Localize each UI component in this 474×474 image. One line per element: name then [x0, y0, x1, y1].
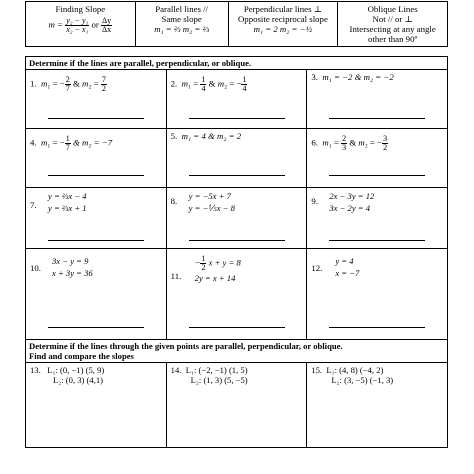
problem-10: [26, 249, 167, 340]
problem-9: [307, 188, 448, 249]
problem-4-m2: & m₂ = −7: [72, 137, 113, 148]
oblique-line4: other than 90º: [368, 34, 418, 44]
problem-6: 6. m₁ = $\frac{2}{3}$ & m₂ = − $\frac{3}{2}$: [307, 129, 448, 188]
problem-10-eq2: x + 3y = 36: [52, 268, 93, 278]
problem-7: [26, 188, 167, 249]
section2-header-line2: Find and compare the slopes: [29, 351, 134, 361]
problem-8: [166, 188, 307, 249]
answer-line-7[interactable]: [48, 240, 144, 241]
slope-formula: m = $\frac{\text{y₂ − y₁}}{\text{x₂ − x₁}}$ or $\frac{\Delta y}{\Delta x}$: [48, 16, 112, 34]
worksheet-table: [25, 56, 448, 448]
problem-5-number: 5.: [170, 131, 178, 141]
problem-9-eq2: 3x − 2y = 4: [329, 203, 371, 213]
problem-10-eq1: 3x − y = 9: [52, 256, 89, 266]
problem-11-eq1: x + y = 8: [208, 257, 241, 268]
section1-header: Determine if the lines are parallel, perpendicular, or oblique.: [26, 57, 448, 70]
problem-13: [26, 363, 167, 448]
problem-15-line1: L₁: (4, 8) (−4, 2): [326, 365, 384, 375]
problem-14: [166, 363, 307, 448]
answer-line-11[interactable]: [189, 327, 285, 328]
perpendicular-cell: [228, 2, 338, 47]
answer-line-8[interactable]: [189, 240, 285, 241]
problem-7-number: 7.: [30, 200, 37, 210]
problem-11-eq2: 2y = x + 14: [194, 273, 236, 283]
oblique-title: Oblique Lines: [367, 4, 418, 14]
problem-2-number: 2.: [170, 78, 178, 89]
problem-12: [307, 249, 448, 340]
problem-1-number: 1.: [30, 78, 37, 89]
problem-14-line1: L₁: (−2, −1) (1, 5): [185, 365, 248, 375]
problem-1: 1. m₁ = − $\frac{2}{7}$ & m₂ = $\frac{7}{2}$: [26, 70, 167, 129]
problem-15: [307, 363, 448, 448]
perpendicular-example: m₁ = 2 m₂ = −½: [253, 24, 313, 34]
parallel-title: Parallel lines //: [155, 4, 209, 14]
parallel-example: m₁ = ⅔ m₂ = ⅔: [154, 24, 210, 34]
problem-3-text: m₁ = −2 & m₂ = −2: [322, 72, 394, 82]
problem-7-eq1: y = ⅔x − 4: [48, 191, 87, 201]
slope-or: or: [91, 19, 99, 30]
slope-cell: [26, 2, 136, 47]
problem-13-line1: L₁: (0, −1) (5, 9): [47, 365, 105, 375]
problem-12-eq1: y = 4: [335, 256, 354, 266]
problem-14-number: 14.: [170, 365, 182, 375]
answer-line-9[interactable]: [329, 240, 425, 241]
problem-8-number: 8.: [170, 196, 178, 206]
perpendicular-subtitle: Opposite reciprocal slope: [237, 14, 328, 24]
answer-line-2[interactable]: [189, 118, 285, 119]
answer-line-10[interactable]: [48, 327, 144, 328]
section2-header-line1: Determine if the lines through the given points are parallel, perpendicular, or oblique.: [29, 341, 343, 351]
problem-15-line2: L₂: (3, −5) (−1, 3): [331, 375, 394, 385]
parallel-subtitle: Same slope: [161, 14, 202, 24]
problem-15-number: 15.: [311, 365, 323, 375]
problem-8-eq2: y = −⅕x − 8: [188, 203, 235, 213]
answer-line-12[interactable]: [329, 327, 425, 328]
problem-4: 4. m₁ = − $\frac{1}{7}$ & m₂ = −7: [26, 129, 167, 188]
answer-line-5[interactable]: [189, 175, 285, 176]
parallel-cell: [135, 2, 228, 47]
problem-3-number: 3.: [311, 72, 318, 82]
problem-2: 2. m₁ = $\frac{1}{4}$ & m₂ = − $\frac{1}{4}$: [166, 70, 307, 129]
problem-11-number: 11.: [170, 271, 182, 281]
slope-title: Finding Slope: [55, 4, 106, 14]
oblique-line2: Not // or ⊥: [372, 14, 413, 24]
oblique-cell: [338, 2, 448, 47]
answer-line-1[interactable]: [48, 118, 144, 119]
answer-line-4[interactable]: [48, 175, 144, 176]
problem-5-text: m₁ = 4 & m₂ = 2: [181, 131, 242, 141]
reference-table: [25, 1, 448, 47]
problem-10-number: 10.: [30, 263, 41, 273]
problem-12-number: 12.: [311, 263, 323, 273]
answer-line-3[interactable]: [329, 118, 425, 119]
oblique-line3: Intersecting at any angle: [349, 24, 436, 34]
problem-4-number: 4.: [30, 137, 37, 148]
problem-7-eq2: y = ⅔x + 1: [48, 203, 87, 213]
problem-5: [166, 129, 307, 188]
problem-13-number: 13.: [30, 365, 41, 375]
problem-9-eq1: 2x − 3y = 12: [329, 191, 375, 201]
problem-6-number: 6.: [311, 137, 318, 148]
problem-3: [307, 70, 448, 129]
perpendicular-title: Perpendicular lines ⊥: [243, 4, 322, 14]
problem-12-eq2: x = −7: [335, 268, 360, 278]
section2-header: [26, 340, 448, 363]
problem-14-line2: L₂: (1, 3) (5, −5): [190, 375, 248, 385]
problem-9-number: 9.: [311, 196, 318, 206]
answer-line-6[interactable]: [329, 175, 425, 176]
problem-11: 11. − $\frac{1}{2}$ x + y = 8 2y = x + 14: [166, 249, 307, 340]
problem-8-eq1: y = −5x + 7: [188, 191, 231, 201]
problem-13-line2: L₂: (0, 3) (4,1): [53, 375, 104, 385]
